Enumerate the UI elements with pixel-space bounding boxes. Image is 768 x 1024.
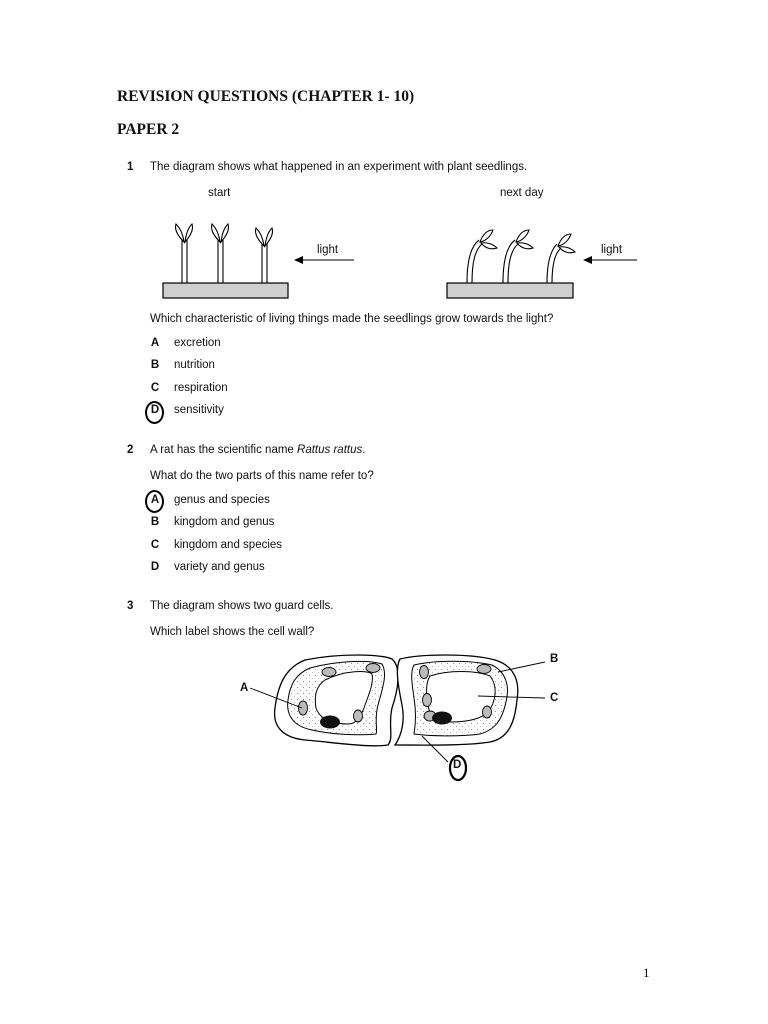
scientific-name: Rattus rattus [297, 444, 363, 456]
next-day-label: next day [500, 187, 544, 199]
label-d: D [453, 759, 462, 771]
q2-option-b-text: kingdom and genus [174, 516, 275, 528]
q2-option-a-letter: A [150, 494, 160, 506]
page-number: 1 [643, 965, 650, 980]
q1-option-d-text: sensitivity [174, 404, 224, 416]
document-title: REVISION QUESTIONS (CHAPTER 1- 10) [117, 88, 415, 105]
q1-option-c-text: respiration [174, 382, 228, 394]
paper-label: PAPER 2 [117, 121, 180, 138]
q1-option-b-text: nutrition [174, 359, 215, 371]
question-1-prompt: Which characteristic of living things made the seedlings grow towards the light? [150, 313, 554, 325]
question-2-number: 2 [127, 444, 134, 456]
q2-option-d-letter: D [150, 561, 160, 573]
q2-option-d-text: variety and genus [174, 561, 265, 573]
question-2-text: A rat has the scientific name Rattus rattus. [150, 444, 366, 456]
seedlings-next-day-diagram [445, 220, 645, 300]
q2-option-c-letter: C [150, 539, 160, 551]
label-c: C [550, 692, 559, 704]
q1-option-c-letter: C [150, 382, 160, 394]
q2-option-b-letter: B [150, 516, 160, 528]
q1-option-a-letter: A [150, 337, 160, 349]
light-label-start: light [317, 244, 339, 256]
label-a: A [240, 682, 249, 694]
label-b: B [550, 653, 559, 665]
question-1-number: 1 [127, 161, 134, 173]
q1-option-d-letter: D [150, 404, 160, 416]
question-1-text: The diagram shows what happened in an experiment with plant seedlings. [150, 161, 528, 173]
start-label: start [208, 187, 231, 199]
q1-option-a-text: excretion [174, 337, 221, 349]
question-2-prompt: What do the two parts of this name refer to? [150, 470, 374, 482]
light-label-next-day: light [601, 244, 623, 256]
question-3-text: The diagram shows two guard cells. [150, 600, 334, 612]
seedlings-start-diagram [160, 220, 360, 300]
q2-option-c-text: kingdom and species [174, 539, 283, 551]
guard-cells-diagram [230, 650, 570, 800]
question-3-prompt: Which label shows the cell wall? [150, 626, 315, 638]
question-3-number: 3 [127, 600, 134, 612]
q2-option-a-text: genus and species [174, 494, 270, 506]
q1-option-b-letter: B [150, 359, 160, 371]
